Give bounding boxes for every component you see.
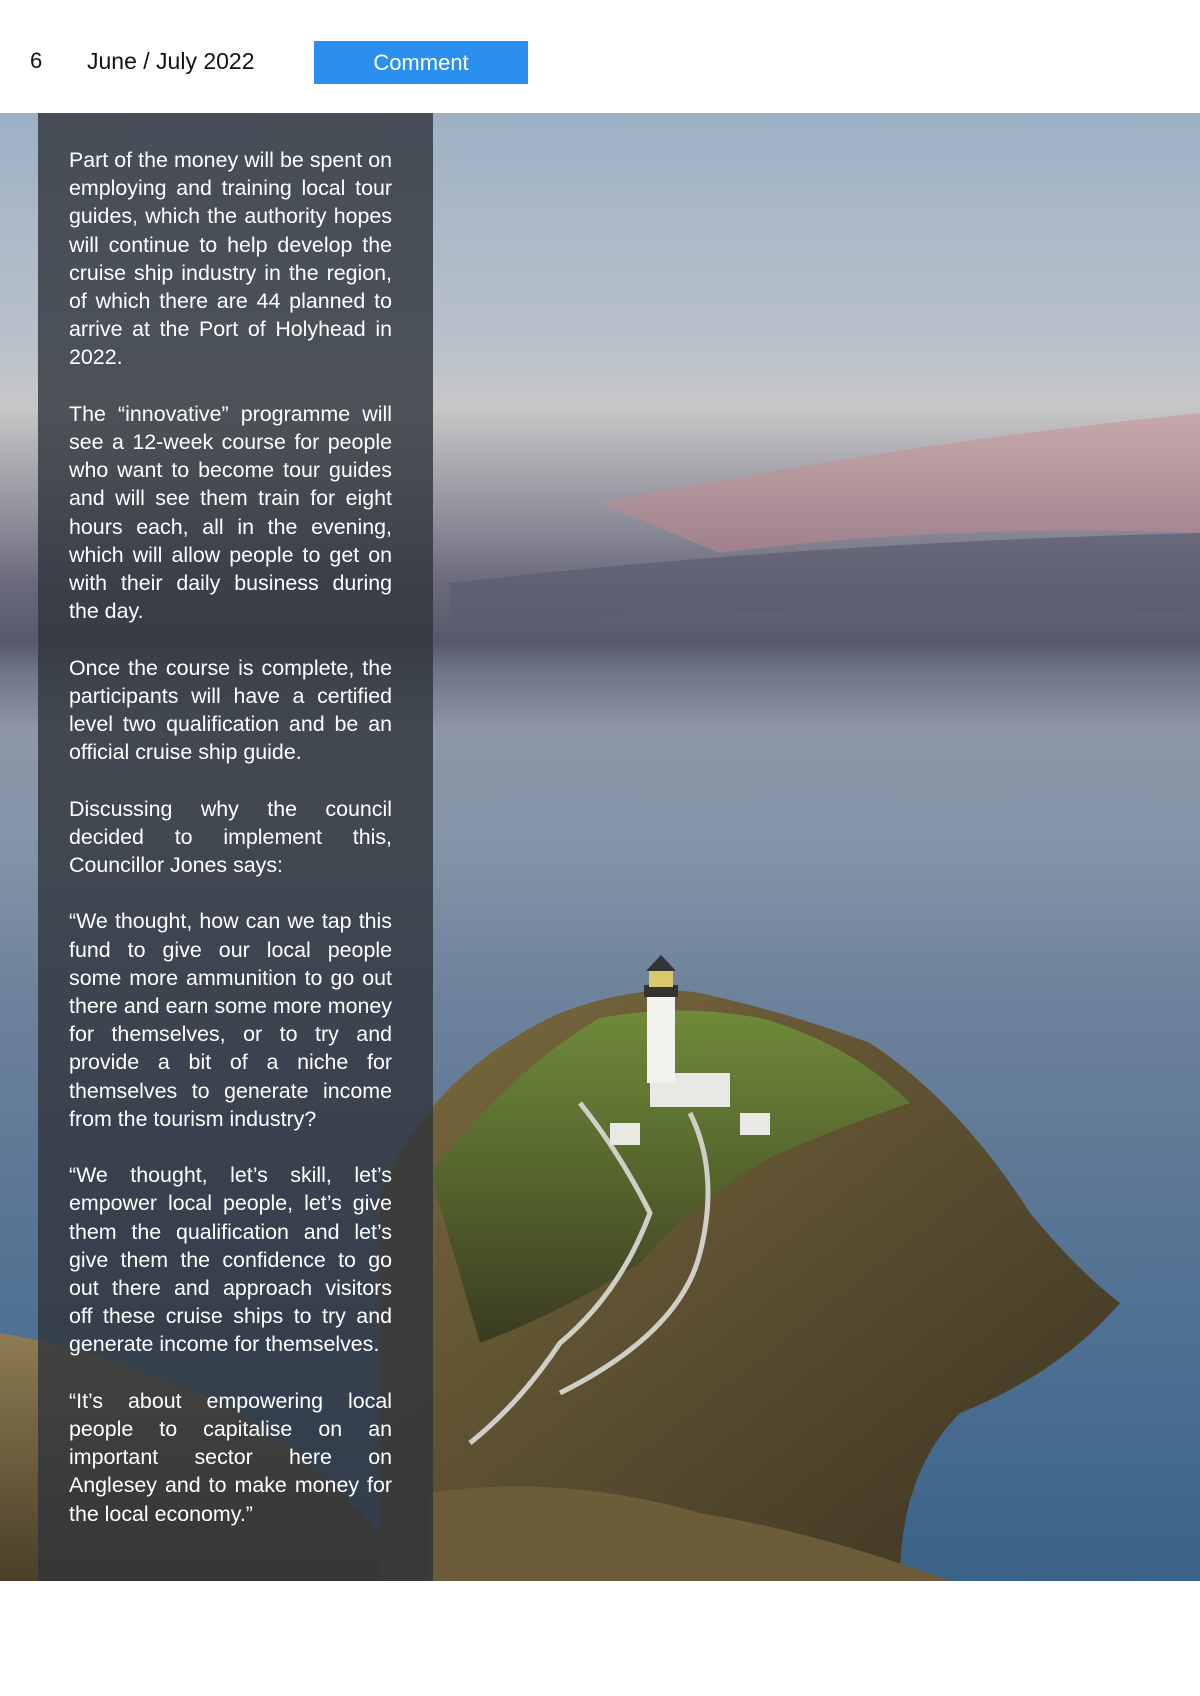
- section-tag: Comment: [314, 41, 528, 84]
- article-paragraph-1: Part of the money will be spent on employing and training local tour guides, which the authority hopes will continue to help develop the cruise ship industry in the region, of which there are 44 planned to arrive at the Port of Holyhead in 2022.: [69, 148, 392, 370]
- article-paragraph-3: Once the course is complete, the participants will have a certified level two qualification and be an official cruise ship guide.: [69, 655, 392, 765]
- article-body: [69, 146, 392, 1528]
- article-paragraph-4: Discussing why the council decided to implement this, Councillor Jones says:: [69, 796, 392, 878]
- page-number: 6: [30, 48, 43, 73]
- article-paragraph-5: “We thought, how can we tap this fund to give our local people some more ammunition to go out there and earn some more money for themselves, or to try and provide a bit of a niche for themselves to generate income from the tourism industry?: [69, 909, 392, 1131]
- issue-date: June / July 2022: [87, 48, 255, 74]
- article-paragraph-6: “We thought, let’s skill, let’s empower local people, let’s give them the qualification and let’s give them the confidence to go out there and approach visitors off these cruise ships to try and generate income for themselves.: [69, 1163, 392, 1357]
- article-paragraph-7: “It’s about empowering local people to capitalise on an important sector here on Anglesey and to make money for the local economy.”: [69, 1388, 392, 1526]
- page-header: [0, 0, 1200, 113]
- article-paragraph-2: The “innovative” programme will see a 12-week course for people who want to become tour guides and will see them train for eight hours each, all in the evening, which will allow people to get on with their daily business during the day.: [69, 401, 392, 624]
